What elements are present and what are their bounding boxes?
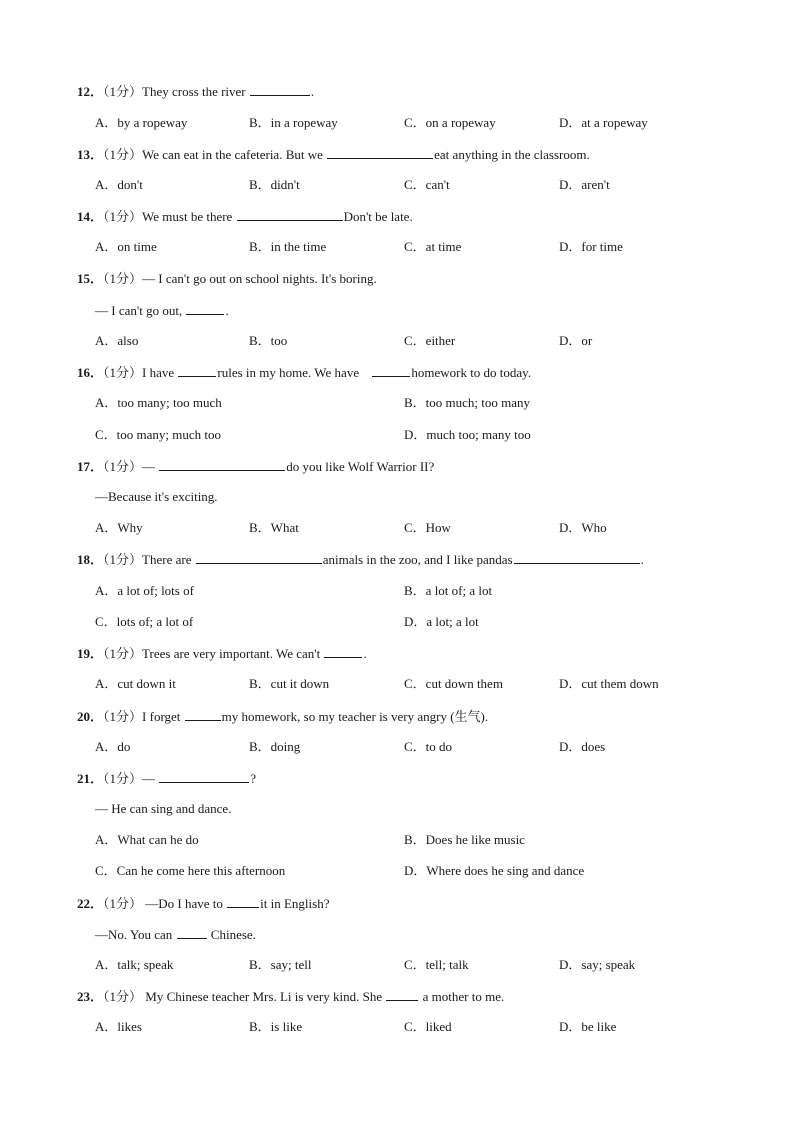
option-letter: C． xyxy=(95,614,117,629)
stem-text: They cross the river xyxy=(142,84,249,99)
option-text: a lot; a lot xyxy=(426,614,479,629)
option-d[interactable] xyxy=(404,613,479,631)
question-number: 14． xyxy=(77,209,104,224)
option-text: Why xyxy=(117,520,143,535)
option-c[interactable] xyxy=(95,862,285,880)
answer-blank[interactable] xyxy=(196,550,322,564)
option-text: on a ropeway xyxy=(425,115,496,130)
option-c[interactable] xyxy=(404,675,503,693)
option-c[interactable] xyxy=(404,956,469,974)
option-letter: B． xyxy=(249,676,271,691)
option-text: for time xyxy=(581,239,623,254)
stem-text: — xyxy=(142,459,159,474)
option-c[interactable] xyxy=(404,1018,452,1036)
option-d[interactable] xyxy=(559,956,635,974)
option-text: on time xyxy=(117,239,157,254)
option-letter: C． xyxy=(404,177,426,192)
question-number: 22． xyxy=(77,896,104,911)
option-letter: A． xyxy=(95,115,118,130)
question-14-stem xyxy=(77,207,413,225)
stem-text: ? xyxy=(250,771,257,786)
option-letter: C． xyxy=(404,957,426,972)
option-a[interactable] xyxy=(95,519,143,537)
stem-text: Chinese. xyxy=(207,927,256,942)
option-letter: A． xyxy=(95,957,118,972)
option-b[interactable] xyxy=(249,738,300,756)
answer-blank[interactable] xyxy=(324,644,362,658)
option-letter: D． xyxy=(559,520,582,535)
option-text: also xyxy=(117,333,139,348)
option-letter: A． xyxy=(95,583,118,598)
option-letter: B． xyxy=(404,395,426,410)
option-text: talk; speak xyxy=(117,957,174,972)
option-letter: A． xyxy=(95,1019,118,1034)
option-text: be like xyxy=(581,1019,617,1034)
option-text: at a ropeway xyxy=(581,115,648,130)
option-letter: A． xyxy=(95,739,118,754)
stem-text: rules in my home. We have xyxy=(217,365,363,380)
option-text: can't xyxy=(425,177,450,192)
option-text: does xyxy=(581,739,606,754)
option-b[interactable] xyxy=(249,675,329,693)
question-score: （1分） xyxy=(103,365,143,380)
option-c[interactable] xyxy=(404,738,452,756)
answer-blank[interactable] xyxy=(250,82,310,96)
answer-blank[interactable] xyxy=(178,363,216,377)
stem-text: Trees are very important. We can't xyxy=(142,646,324,661)
option-a[interactable] xyxy=(95,582,194,600)
question-18-stem xyxy=(77,550,644,568)
answer-blank[interactable] xyxy=(186,301,224,315)
option-letter: A． xyxy=(95,832,118,847)
option-a[interactable] xyxy=(95,238,157,256)
question-number: 12． xyxy=(77,84,104,99)
option-text: cut down them xyxy=(425,676,503,691)
stem-text: . xyxy=(310,84,315,99)
question-score: （1分） xyxy=(103,771,143,786)
stem-text: do you like Wolf Warrior II? xyxy=(286,459,435,474)
option-a[interactable] xyxy=(95,738,130,756)
stem-text: — xyxy=(142,771,159,786)
option-letter: C． xyxy=(404,676,426,691)
option-letter: C． xyxy=(95,863,117,878)
option-letter: D． xyxy=(559,333,582,348)
stem-text: — I can't go out, xyxy=(95,303,186,318)
answer-blank[interactable] xyxy=(237,207,343,221)
option-text: in the time xyxy=(270,239,327,254)
option-c[interactable] xyxy=(404,332,455,350)
option-c[interactable] xyxy=(95,613,193,631)
option-b[interactable] xyxy=(249,332,287,350)
option-text: much too; many too xyxy=(426,427,531,442)
option-c[interactable] xyxy=(404,238,461,256)
option-d[interactable] xyxy=(559,1018,616,1036)
option-text: a lot of; a lot xyxy=(425,583,493,598)
option-text: How xyxy=(425,520,451,535)
option-letter: B． xyxy=(249,239,271,254)
stem-text: homework to do today. xyxy=(411,365,532,380)
question-number: 15． xyxy=(77,271,104,286)
option-letter: C． xyxy=(404,115,426,130)
option-b[interactable] xyxy=(249,956,311,974)
answer-blank[interactable] xyxy=(327,145,433,159)
question-score: （1分） xyxy=(103,147,143,162)
option-letter: C． xyxy=(95,427,117,442)
option-text: Who xyxy=(581,520,607,535)
option-letter: B． xyxy=(249,739,271,754)
option-c[interactable] xyxy=(95,426,221,444)
option-text: Does he like music xyxy=(425,832,525,847)
stem-text: —No. You can xyxy=(95,927,176,942)
question-17-stem xyxy=(77,457,434,475)
question-13-stem xyxy=(77,145,590,163)
option-a[interactable] xyxy=(95,176,143,194)
option-letter: A． xyxy=(95,676,118,691)
question-21-stem xyxy=(77,769,256,787)
option-letter: B． xyxy=(249,520,271,535)
answer-blank[interactable] xyxy=(514,550,640,564)
stem-text: — I can't go out on school nights. It's boring. xyxy=(142,271,377,286)
option-text: cut them down xyxy=(581,676,659,691)
option-letter: D． xyxy=(559,676,582,691)
question-number: 18． xyxy=(77,552,104,567)
question-number: 16． xyxy=(77,365,104,380)
stem-text: We can eat in the cafeteria. But we xyxy=(142,147,327,162)
option-c[interactable] xyxy=(404,176,450,194)
option-a[interactable] xyxy=(95,675,176,693)
option-d[interactable] xyxy=(404,426,531,444)
stem-text: Don't be late. xyxy=(343,209,413,224)
question-number: 20． xyxy=(77,709,104,724)
option-text: liked xyxy=(425,1019,452,1034)
option-b[interactable] xyxy=(404,582,492,600)
question-12-stem xyxy=(77,82,314,100)
option-letter: B． xyxy=(249,1019,271,1034)
question-15-stem xyxy=(77,270,377,288)
question-20-stem xyxy=(77,707,488,725)
option-letter: A． xyxy=(95,520,118,535)
option-letter: C． xyxy=(404,1019,426,1034)
option-letter: B． xyxy=(249,177,271,192)
question-score: （1分） xyxy=(103,459,143,474)
option-text: Can he come here this afternoon xyxy=(116,863,286,878)
option-text: likes xyxy=(117,1019,142,1034)
option-a[interactable] xyxy=(95,1018,142,1036)
answer-blank[interactable] xyxy=(177,925,207,939)
option-d[interactable] xyxy=(559,238,623,256)
option-letter: C． xyxy=(404,333,426,348)
option-b[interactable] xyxy=(249,519,299,537)
option-letter: B． xyxy=(404,832,426,847)
option-a[interactable] xyxy=(95,114,187,132)
question-score: （1分） xyxy=(103,271,143,286)
question-21-line2: — He can sing and dance. xyxy=(95,801,232,816)
option-letter: D． xyxy=(404,614,427,629)
option-text: say; speak xyxy=(581,957,636,972)
question-score: （1分） xyxy=(103,84,143,99)
option-letter: D． xyxy=(559,239,582,254)
option-text: too xyxy=(270,333,288,348)
option-letter: A． xyxy=(95,333,118,348)
option-text: doing xyxy=(270,739,301,754)
option-text: to do xyxy=(425,739,453,754)
question-score: （1分） xyxy=(103,896,143,911)
stem-text: my homework, so my teacher is very angry (生气). xyxy=(221,709,489,724)
question-score: （1分） xyxy=(103,209,143,224)
question-score: （1分） xyxy=(103,552,143,567)
question-19-stem xyxy=(77,644,367,662)
question-number: 17． xyxy=(77,459,104,474)
option-letter: D． xyxy=(559,1019,582,1034)
option-d[interactable] xyxy=(559,519,607,537)
option-c[interactable] xyxy=(404,519,451,537)
option-letter: D． xyxy=(559,739,582,754)
option-text: or xyxy=(581,333,593,348)
option-d[interactable] xyxy=(559,675,659,693)
option-letter: B． xyxy=(404,583,426,598)
answer-blank[interactable] xyxy=(159,457,285,471)
question-17-line2: —Because it's exciting. xyxy=(95,489,218,504)
option-text: didn't xyxy=(270,177,300,192)
option-letter: D． xyxy=(404,863,427,878)
option-a[interactable] xyxy=(95,831,199,849)
stem-text: We must be there xyxy=(142,209,236,224)
option-letter: D． xyxy=(559,957,582,972)
option-letter: D． xyxy=(404,427,427,442)
option-a[interactable] xyxy=(95,332,138,350)
stem-text: I forget xyxy=(142,709,184,724)
question-15-line2 xyxy=(95,301,229,319)
stem-text: . xyxy=(640,552,644,567)
question-16-stem xyxy=(77,363,531,381)
option-text: cut it down xyxy=(270,676,330,691)
option-b[interactable] xyxy=(249,114,338,132)
question-number: 19． xyxy=(77,646,104,661)
question-number: 13． xyxy=(77,147,104,162)
question-score: （1分） xyxy=(103,709,143,724)
option-d[interactable] xyxy=(559,114,648,132)
question-22-line2 xyxy=(95,925,256,943)
option-d[interactable] xyxy=(559,332,592,350)
question-22-stem xyxy=(77,894,330,912)
option-text: aren't xyxy=(581,177,610,192)
option-text: do xyxy=(117,739,131,754)
option-text: is like xyxy=(270,1019,303,1034)
option-b[interactable] xyxy=(404,394,530,412)
option-text: What xyxy=(270,520,299,535)
option-b[interactable] xyxy=(249,1018,302,1036)
question-score: （1分） xyxy=(103,989,143,1004)
question-number: 23． xyxy=(77,989,104,1004)
option-text: too many; too much xyxy=(117,395,222,410)
option-text: too much; too many xyxy=(425,395,531,410)
option-letter: A． xyxy=(95,177,118,192)
stem-text: There are xyxy=(142,552,195,567)
stem-text: eat anything in the classroom. xyxy=(434,147,590,162)
option-text: by a ropeway xyxy=(117,115,188,130)
option-c[interactable] xyxy=(404,114,496,132)
question-number: 21． xyxy=(77,771,104,786)
option-letter: A． xyxy=(95,395,118,410)
option-letter: B． xyxy=(249,333,271,348)
option-d[interactable] xyxy=(559,176,610,194)
option-letter: A． xyxy=(95,239,118,254)
stem-text: My Chinese teacher Mrs. Li is very kind. She xyxy=(142,989,386,1004)
option-text: either xyxy=(425,333,456,348)
option-text: cut down it xyxy=(117,676,176,691)
stem-text: —Do I have to xyxy=(142,896,227,911)
stem-text: . xyxy=(363,646,367,661)
option-text: lots of; a lot of xyxy=(116,614,194,629)
question-score: （1分） xyxy=(103,646,143,661)
option-d[interactable] xyxy=(404,862,584,880)
stem-text: animals in the zoo, and I like pandas xyxy=(322,552,513,567)
option-letter: D． xyxy=(559,115,582,130)
option-a[interactable] xyxy=(95,956,173,974)
option-text: too many; much too xyxy=(116,427,222,442)
answer-blank[interactable] xyxy=(372,363,410,377)
option-text: What can he do xyxy=(117,832,199,847)
question-23-stem xyxy=(77,987,504,1005)
option-letter: B． xyxy=(249,957,271,972)
option-letter: B． xyxy=(249,115,271,130)
option-text: tell; talk xyxy=(425,957,469,972)
stem-text: a mother to me. xyxy=(419,989,505,1004)
option-b[interactable] xyxy=(249,238,326,256)
option-text: Where does he sing and dance xyxy=(426,863,585,878)
option-b[interactable] xyxy=(249,176,300,194)
answer-blank[interactable] xyxy=(386,987,418,1001)
option-letter: D． xyxy=(559,177,582,192)
option-d[interactable] xyxy=(559,738,605,756)
stem-text: it in English? xyxy=(260,896,330,911)
option-text: don't xyxy=(117,177,143,192)
answer-blank[interactable] xyxy=(185,707,221,721)
option-text: a lot of; lots of xyxy=(117,583,194,598)
option-b[interactable] xyxy=(404,831,525,849)
answer-blank[interactable] xyxy=(159,769,249,783)
option-text: in a ropeway xyxy=(270,115,338,130)
option-letter: C． xyxy=(404,739,426,754)
option-letter: C． xyxy=(404,239,426,254)
option-text: say; tell xyxy=(270,957,312,972)
option-a[interactable] xyxy=(95,394,222,412)
stem-text: I have xyxy=(142,365,178,380)
stem-text: . xyxy=(225,303,229,318)
answer-blank[interactable] xyxy=(227,894,259,908)
option-letter: C． xyxy=(404,520,426,535)
option-text: at time xyxy=(425,239,462,254)
